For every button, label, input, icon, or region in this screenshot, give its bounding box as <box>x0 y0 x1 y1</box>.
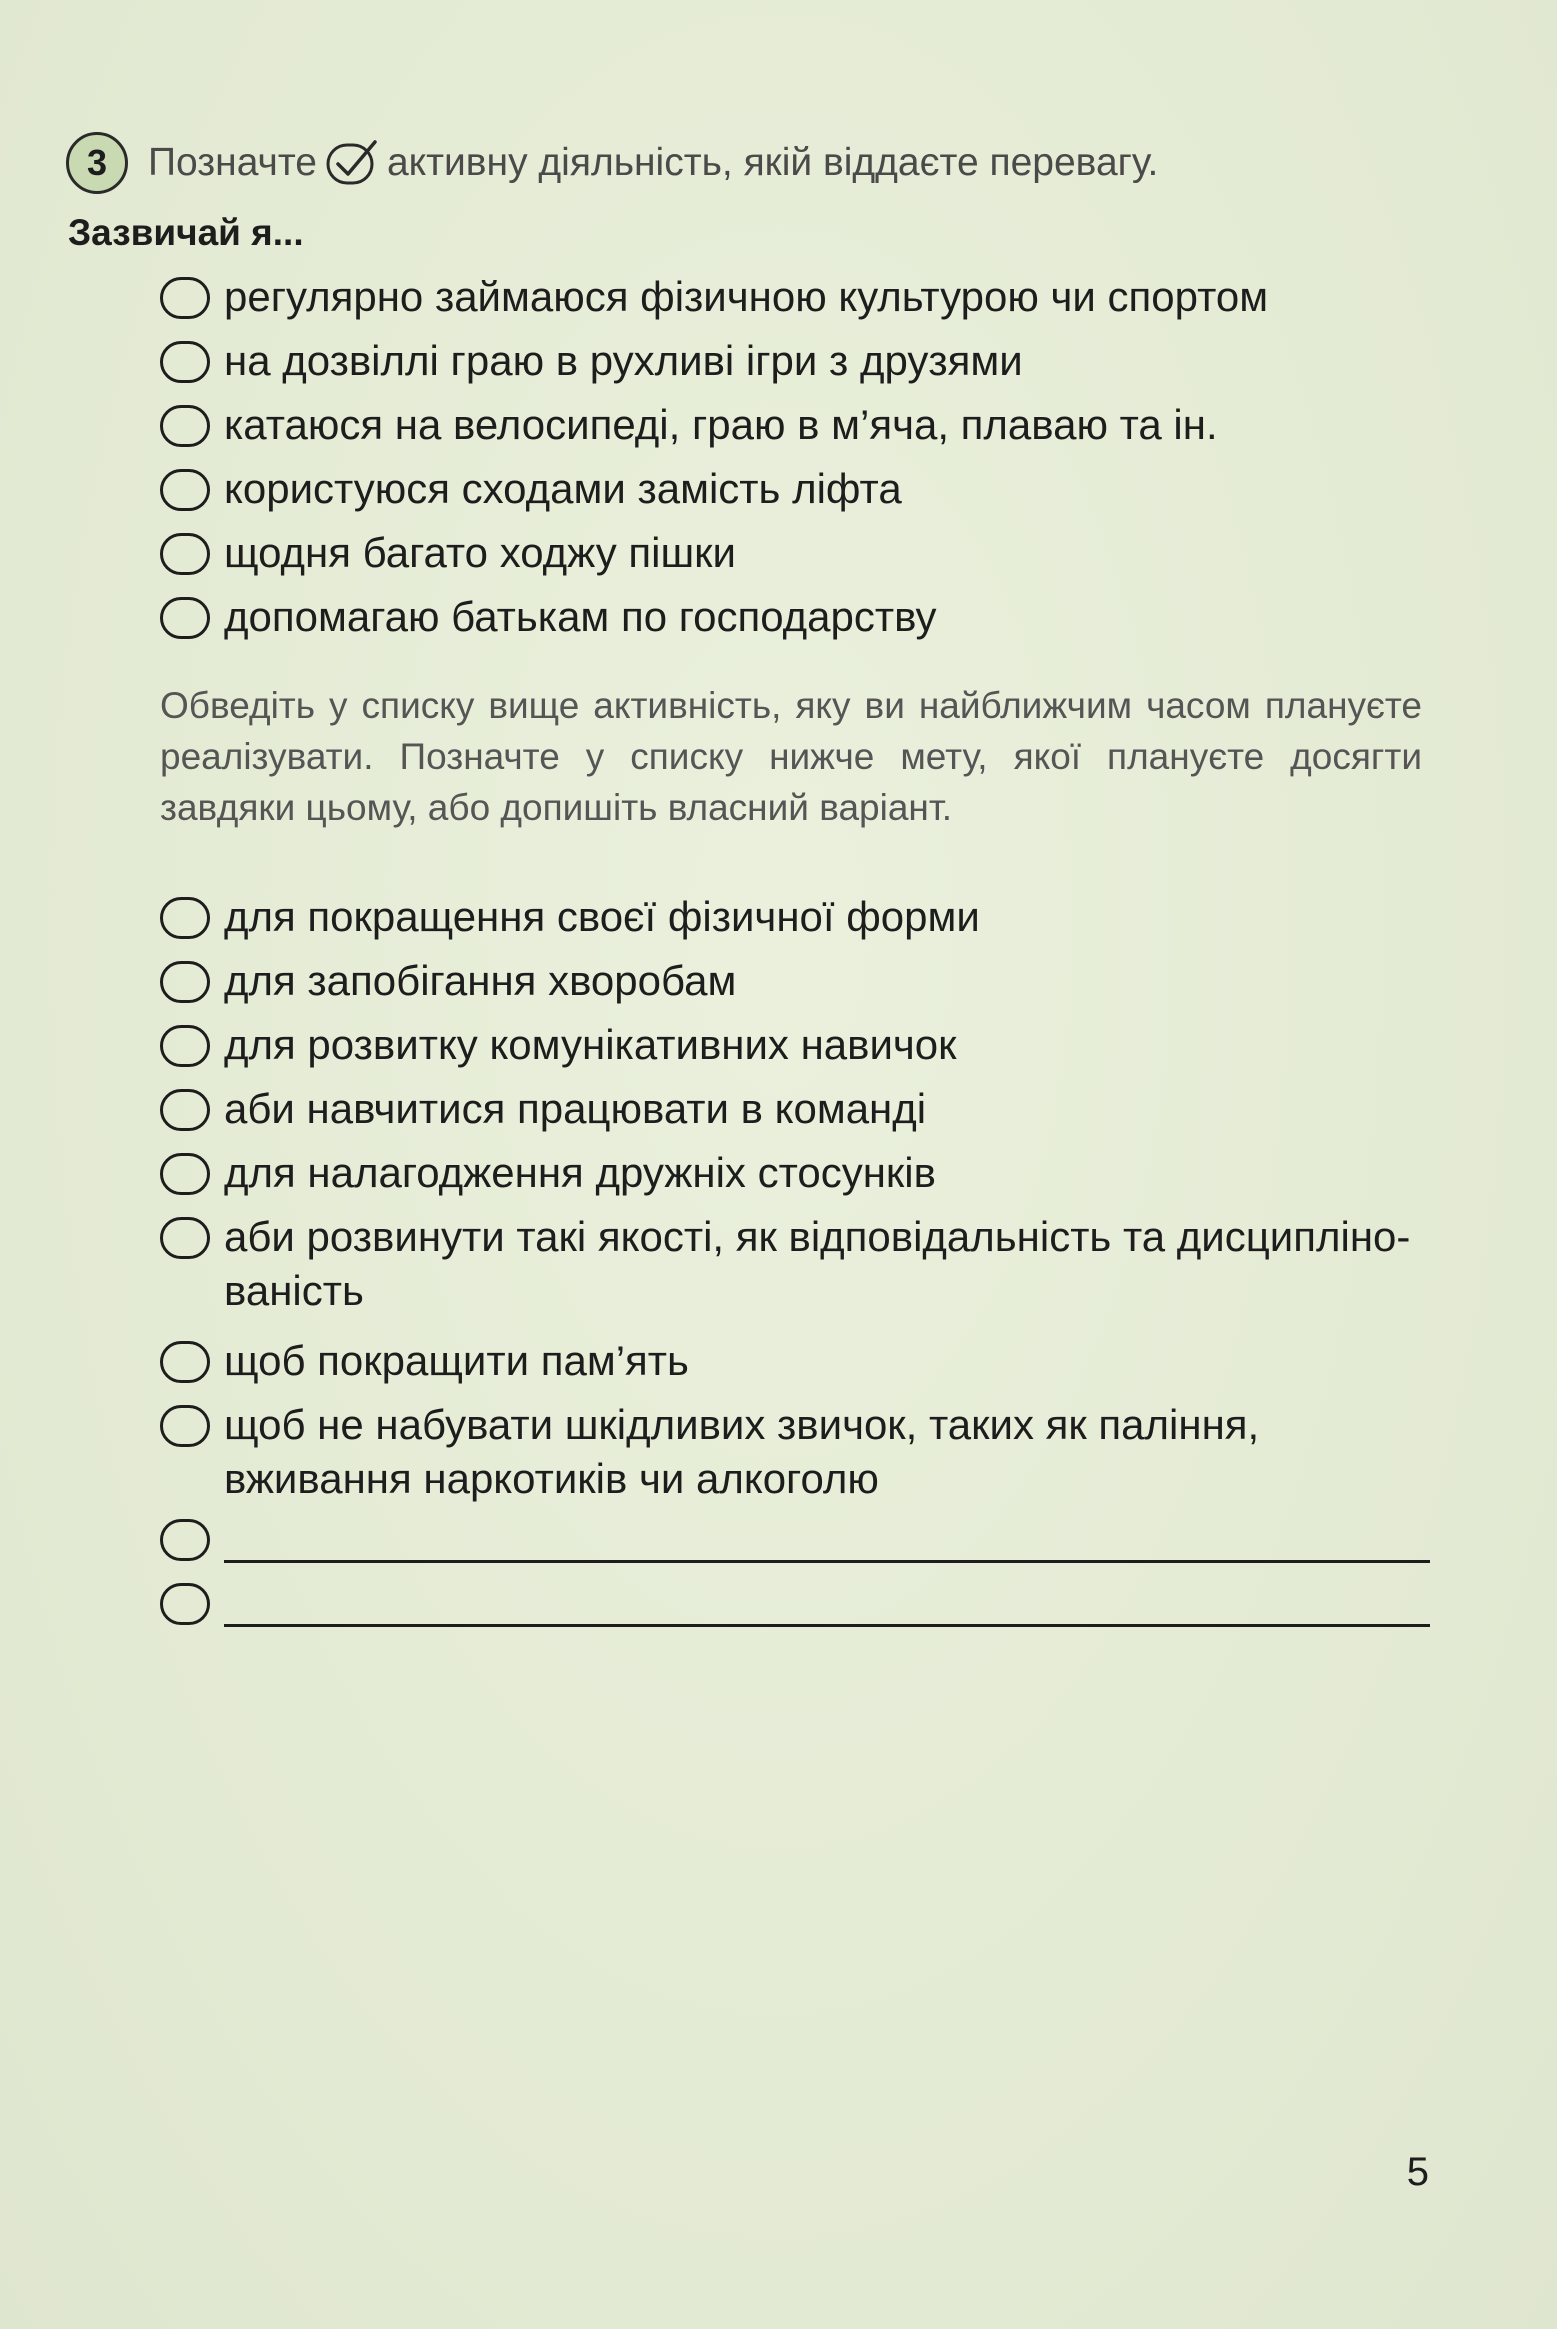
goal-option[interactable]: для розвитку комунікативних навичок <box>160 1018 1430 1082</box>
task-instruction-after: активну діяльність, якій віддаєте перевагу. <box>386 141 1159 184</box>
activity-option[interactable]: регулярно займаюся фізичною культурою чи спортом <box>160 270 1430 334</box>
activity-option[interactable]: на дозвіллі граю в рухливі ігри з друзями <box>160 334 1430 398</box>
checkbox-icon[interactable] <box>160 897 210 939</box>
goal-option[interactable]: для налагодження дружніх стосунків <box>160 1146 1430 1210</box>
instruction-paragraph: Обведіть у списку вище активність, яку ви найближчим часом плануєте реалізувати. Позначте у списку нижче мету, якої плануєте досягти завдяки цьому, або допишіть власний варіант. <box>160 685 1422 828</box>
activity-options <box>160 270 1430 654</box>
checkbox-icon[interactable] <box>160 1583 210 1625</box>
check-circle-icon <box>325 139 381 187</box>
checkbox-icon[interactable] <box>160 1153 210 1195</box>
write-in-line[interactable] <box>224 1582 1430 1627</box>
task-number-badge: 3 <box>66 132 128 194</box>
activity-option[interactable]: щодня багато ходжу пішки <box>160 526 1430 590</box>
task-header <box>66 128 1158 198</box>
checkbox-icon[interactable] <box>160 1025 210 1067</box>
goal-option[interactable]: щоб не набувати шкідливих звичок, таких як паління, вживання наркотиків чи алкоголю <box>160 1398 1430 1522</box>
checkbox-icon[interactable] <box>160 533 210 575</box>
checkbox-icon[interactable] <box>160 1519 210 1561</box>
goal-options <box>160 890 1430 1522</box>
page-number: 5 <box>1406 2150 1429 2194</box>
checkbox-icon[interactable] <box>160 1405 210 1447</box>
checkbox-icon[interactable] <box>160 1089 210 1131</box>
goal-option[interactable]: щоб покращити пам’ять <box>160 1334 1430 1398</box>
goal-option[interactable]: аби розвинути такі якості, як відповідальність та дисциплінованість <box>160 1210 1430 1334</box>
task-instruction-before: Позначте <box>148 141 317 184</box>
activity-option[interactable]: користуюся сходами замість ліфта <box>160 462 1430 526</box>
checkbox-icon[interactable] <box>160 597 210 639</box>
checkbox-icon[interactable] <box>160 277 210 319</box>
custom-goal-options <box>160 1512 1430 1640</box>
activity-option[interactable]: катаюся на велосипеді, граю в м’яча, плаваю та ін. <box>160 398 1430 462</box>
custom-goal-option[interactable] <box>160 1512 1430 1576</box>
checkbox-icon[interactable] <box>160 961 210 1003</box>
write-in-line[interactable] <box>224 1518 1430 1563</box>
checkbox-icon[interactable] <box>160 469 210 511</box>
checkbox-icon[interactable] <box>160 341 210 383</box>
goal-option[interactable]: для запобігання хворобам <box>160 954 1430 1018</box>
checkbox-icon[interactable] <box>160 1341 210 1383</box>
section-subtitle: Зазвичай я... <box>68 212 304 253</box>
checkbox-icon[interactable] <box>160 405 210 447</box>
goal-option[interactable]: аби навчитися працювати в команді <box>160 1082 1430 1146</box>
goal-option[interactable]: для покращення своєї фізичної форми <box>160 890 1430 954</box>
checkbox-icon[interactable] <box>160 1217 210 1259</box>
activity-option[interactable]: допомагаю батькам по господарству <box>160 590 1430 654</box>
custom-goal-option[interactable] <box>160 1576 1430 1640</box>
